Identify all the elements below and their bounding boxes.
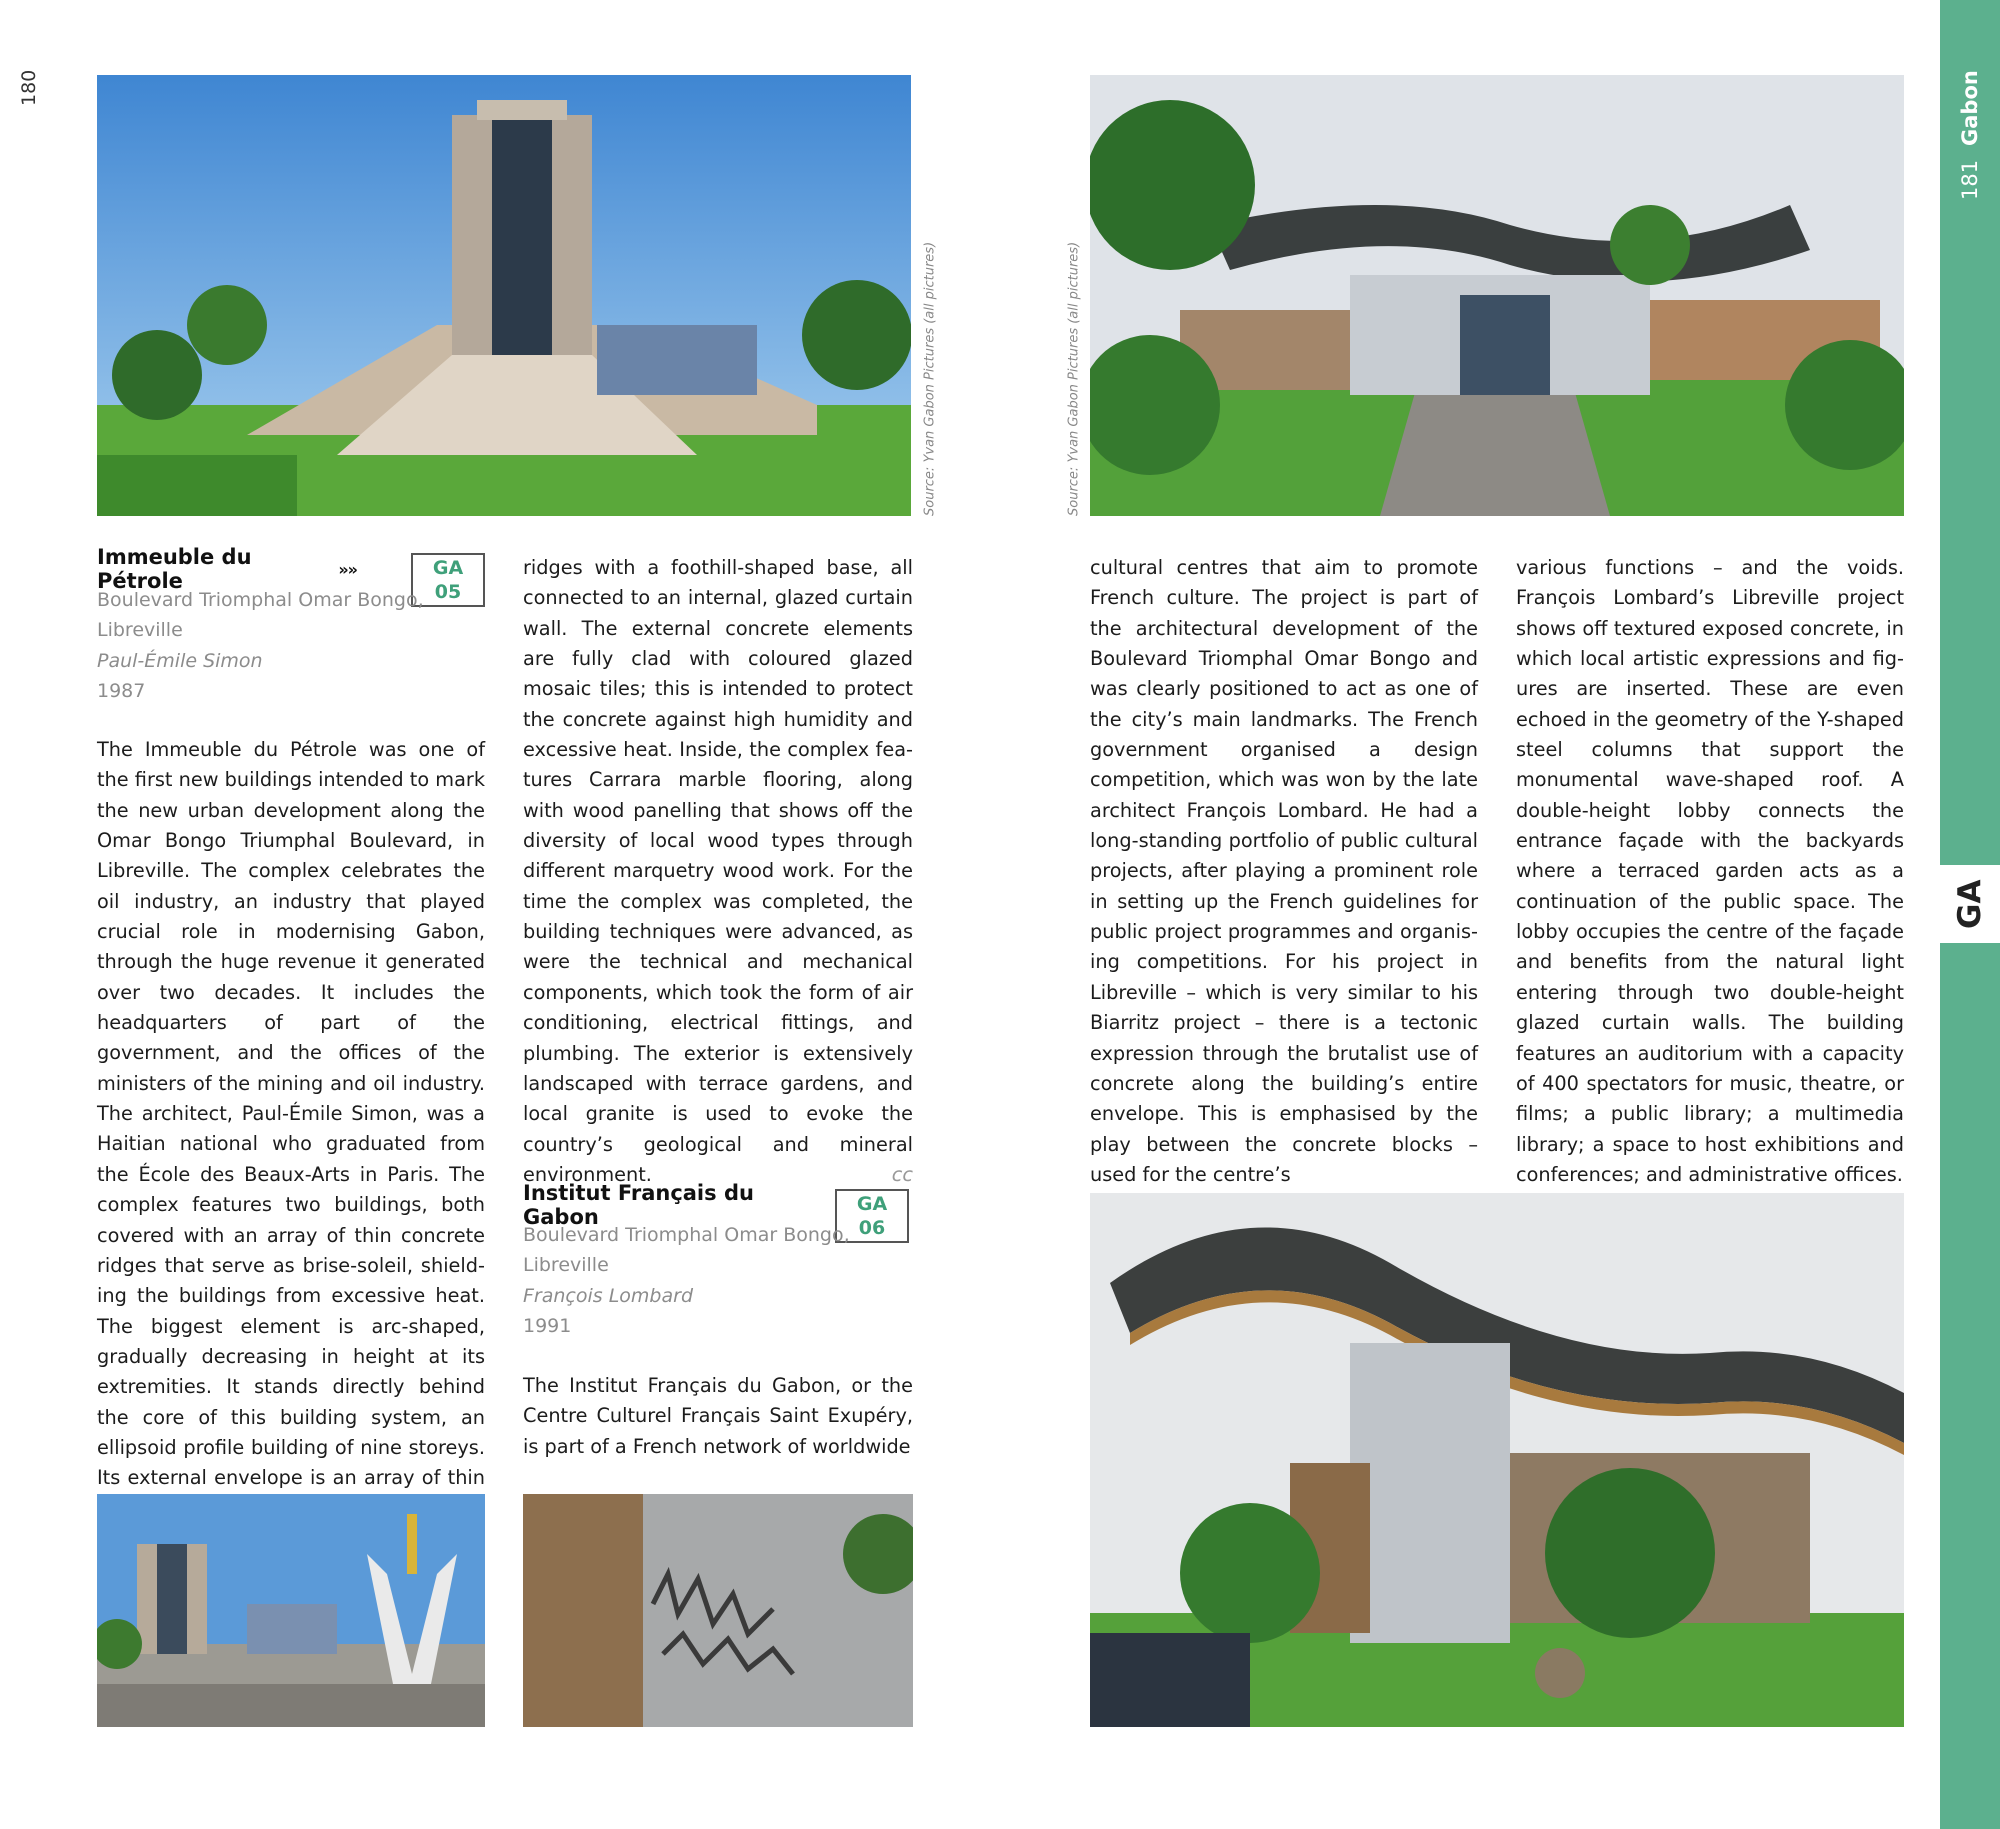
page-number-right: 181 xyxy=(1958,159,1982,200)
photo-boulevard-sculpture xyxy=(97,1494,485,1727)
side-tab-code: GA xyxy=(1952,879,1988,929)
body-paragraph: The Immeuble du Pétrole was one of the first new buildings intended to mark the new urban development along the Omar Bongo Triumphal Boulevard, in Libreville. The complex celebrates the oil industry, an industry that played crucial role in modernising Gabon, through the huge revenue it generated over two decades. It includes the headquarters of part of the government, and the offices of the ministers of the mining and oil industry. The architect, Paul-Émile Simon, was a Haitian national who graduated from the École des Beaux-Arts in Paris. The complex features two buildings, both covered with an array of thin concrete ridges that serve as brise-soleil, shielding the buildings from excessive heat. The biggest element is arc-shaped, gradually decreasing in height at its extremities. It stands directly behind the core of this building system, an ellipsoid profile building of nine storeys. Its external envelope is an array of thin xyxy=(97,738,485,1490)
photo-credit-left: Source: Yvan Gabon Pictures (all pictures) xyxy=(922,241,938,516)
photo-immeuble-du-petrole xyxy=(97,75,911,516)
page-number-left: 180 xyxy=(18,69,40,107)
side-tab-header xyxy=(1954,70,1986,200)
entry-architect: Paul-Émile Simon xyxy=(97,649,263,672)
side-tab-country: Gabon xyxy=(1958,70,1982,146)
body-paragraph: various functions – and the voids. François Lombard’s Libreville project shows off textured exposed concrete, in which local artistic expressions and figures are inserted. These are even echoed in the geometry of the Y-shaped steel columns that support the monumental wave-shaped roof. A double-height lobby connects the entrance façade with the backyards where a terraced garden acts as a continuation of the public space. The lobby occupies the centre of the façade and benefits from the natural light entering through two double-height glazed curtain walls. The building features an auditorium with a capacity of 400 spectators for music, theatre, or films; a public library; a multimedia library; a space to host exhibitions and conferences; and administrative offices. xyxy=(1516,553,1904,1190)
entry-code-badge-ga06: GA 06 xyxy=(835,1189,909,1243)
entry-title-text: Immeuble du Pétrole xyxy=(97,545,252,593)
entry-title-institut-francais xyxy=(523,1181,823,1229)
author-initials: cc xyxy=(891,1162,913,1186)
entry-year: 1987 xyxy=(97,679,146,702)
entry-meta-immeuble-du-petrole xyxy=(97,585,487,706)
entry-city: Libreville xyxy=(97,619,183,642)
photo-wall-relief xyxy=(523,1494,913,1727)
entry-address: Boulevard Triomphal Omar Bongo, xyxy=(97,589,424,611)
photo-institut-francais-roof xyxy=(1090,1193,1904,1727)
body-paragraph: ridges with a foothill-shaped base, all connected to an internal, glazed curtain wall. The external concrete elements are fully clad with coloured glazed mosaic tiles; this is intended to protect the concrete against high humidity and excessive heat. Inside, the complex features Carrara marble flooring, along with wood panelling that shows off the diversity of local wood types through different marquetry wood work. For the time the complex was completed, the building techniques were advanced, as were the technical and mechanical components, which took the form of air conditioning, electrical fittings, and plumbing. The exterior is extensively landscaped with terrace gardens, and local granite is used to evoke the country’s geological and mineral environment. cc xyxy=(523,553,913,1190)
entry-title-text: Institut Français du Gabon xyxy=(523,1181,754,1229)
entry-city: Libreville xyxy=(523,1254,609,1277)
text-column-4 xyxy=(1516,553,1904,1186)
entry-code-badge-ga05: GA 05 xyxy=(411,553,485,607)
star-rating-icon: »» xyxy=(338,559,357,579)
text-column-3 xyxy=(1090,553,1478,1186)
entry-year: 1991 xyxy=(523,1314,572,1337)
text-column-1 xyxy=(97,735,485,1490)
text-column-2 xyxy=(523,553,913,1186)
entry-address: Boulevard Triomphal Omar Bongo, xyxy=(523,1224,850,1246)
entry-title-immeuble-du-petrole xyxy=(97,545,357,593)
text-column-2-continued xyxy=(523,1371,913,1467)
entry-meta-institut-francais xyxy=(523,1220,913,1341)
photo-credit-right: Source: Yvan Gabon Pictures (all pictures) xyxy=(1066,241,1082,516)
entry-architect: François Lombard xyxy=(523,1284,694,1307)
body-paragraph: cultural centres that aim to promote French culture. The project is part of the architectural development of the Boulevard Triomphal Omar Bongo and was clearly positioned to act as one of the city’s main landmarks. The French government organised a design competition, which was won by the late architect François Lombard. He had a long-standing portfolio of public cultural projects, after playing a prominent role in setting up the French guidelines for public project programmes and organising competitions. For his project in Libreville – which is very similar to his Biarritz project – there is a tectonic expression through the brutalist use of concrete along the building’s entire envelope. This is emphasised by the play between the concrete blocks – used for the centre’s xyxy=(1090,556,1478,1186)
photo-institut-francais-front xyxy=(1090,75,1904,516)
body-paragraph: The Institut Français du Gabon, or the Centre Culturel Français Saint Exupéry, is part of a French network of worldwide xyxy=(523,1374,913,1458)
